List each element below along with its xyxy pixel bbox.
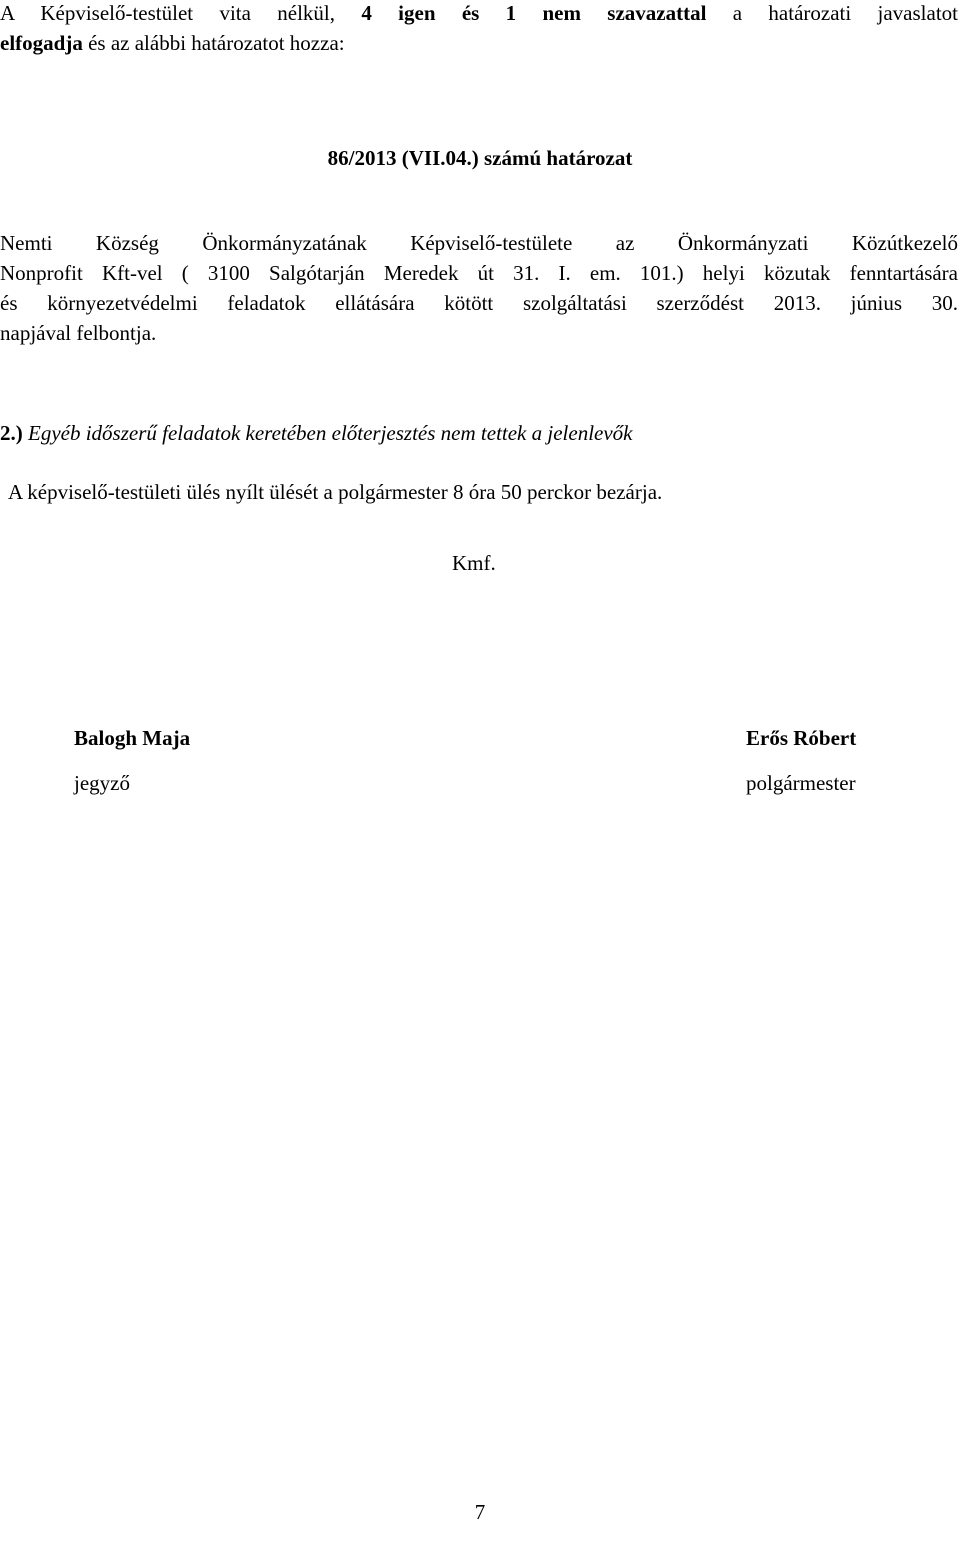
resolution-line-2: Nonprofit Kft-vel ( 3100 Salgótarján Meredek út 31. I. em. 101.) helyi közutak fenntartására (0, 261, 958, 285)
accept-word: elfogadja (0, 31, 83, 55)
signature-left-role: jegyző (74, 771, 130, 795)
closing-sentence: A képviselő-testületi ülés nyílt ülését a polgármester 8 óra 50 perckor bezárja. (8, 480, 663, 504)
signature-right-name (746, 723, 856, 753)
intro-line-2 (0, 28, 345, 58)
left-name-text: Balogh Maja (74, 726, 191, 750)
intro-text-a: A Képviselő-testület vita nélkül, (0, 1, 336, 25)
page-number: 7 (474, 1500, 486, 1524)
intro-text-c: a határozati javaslatot (732, 1, 958, 25)
vote-result: 4 igen és 1 nem szavazattal (361, 1, 707, 25)
intro-line-1 (0, 0, 958, 28)
intro-text-d: és az alábbi határozatot hozza: (88, 31, 345, 55)
agenda-item-2 (0, 418, 633, 448)
resolution-title-text: 86/2013 (VII.04.) számú határozat (327, 146, 633, 170)
resolution-title (0, 143, 960, 173)
signature-right-role: polgármester (746, 771, 856, 795)
resolution-line-1: Nemti Község Önkormányzatának Képviselő-testülete az Önkormányzati Közútkezelő (0, 231, 958, 255)
signature-left-name (74, 723, 190, 753)
resolution-line-4: napjával felbontja. (0, 321, 157, 345)
right-name-text: Erős Róbert (746, 726, 857, 750)
kmf-label: Kmf. (452, 551, 496, 575)
agenda-text: Egyéb időszerű feladatok keretében előterjesztés nem tettek a jelenlevők (28, 421, 633, 445)
resolution-line-3: és környezetvédelmi feladatok ellátására kötött szolgáltatási szerződést 2013. június 30. (0, 291, 958, 315)
agenda-number: 2.) (0, 421, 23, 445)
